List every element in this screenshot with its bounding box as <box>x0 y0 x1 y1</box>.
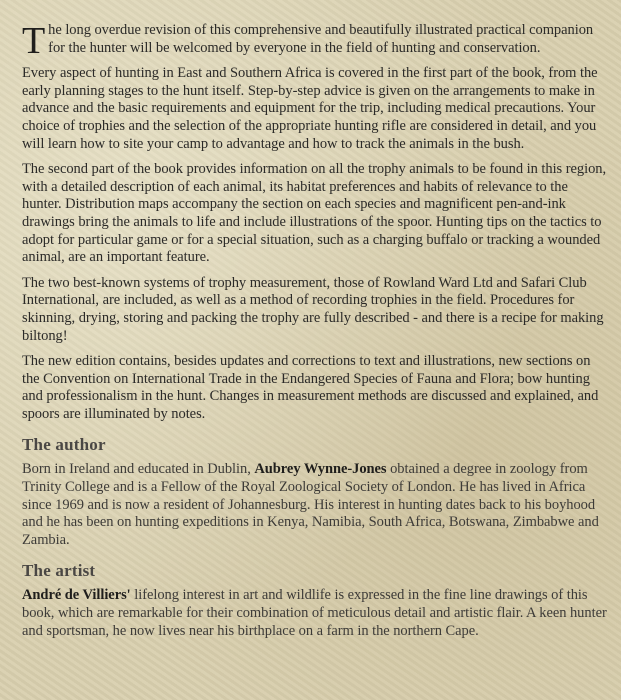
paragraph-new-edition: The new edition contains, besides updates and corrections to text and illustrations, new sections on the Convention on International Trade in the Endangered Species of Fauna and Flora; bow hunting and professionalism in the hunt. Changes in measurement methods are discussed and explained, and spoors are illuminated by notes. <box>22 353 599 422</box>
paragraph-measurement: The two best-known systems of trophy measurement, those of Rowland Ward Ltd and Safari Club International, are included, as well as a method of recording trophies in the field. Procedures for skinning, drying, storing and packing the trophy are fully described - and there is a recipe for making biltong! <box>22 274 604 344</box>
author-name: Aubrey Wynne-Jones <box>254 461 387 478</box>
artist-text: lifelong interest in art and wildlife is expressed in the fine line drawings of this book, which are remarkable for their combination of meticulous detail and artistic flair. A keen hunter and sportsman, he now lives near his birthplace on a farm in the northern Cape. <box>22 587 607 639</box>
intro-paragraph <box>22 20 609 62</box>
artist-paragraph <box>22 587 609 640</box>
artist-name: André de Villiers' <box>22 587 131 604</box>
author-text-start: Born in Ireland and educated in Dublin, <box>22 461 255 478</box>
paragraph-planning: Every aspect of hunting in East and Southern Africa is covered in the first part of the book, from the early planning stages to the hunt itself. Step-by-step advice is given on the arrangements to make in advance and the basic requirements and equipment for the trip, including medical precautions. Your choice of trophies and the selection of the appropriate hunting rifle are considered in detail, and you will learn how to site your camp to advantage and how to track the animals in the bush. <box>22 65 598 152</box>
author-paragraph <box>22 461 609 549</box>
intro-text: he long overdue revision of this comprehensive and beautifully illustrated practical companion for the hunter will be welcomed by everyone in the field of hunting and conservation. <box>48 22 594 56</box>
author-heading: The author <box>22 435 106 455</box>
author-text-end: obtained a degree in zoology from Trinity College and is a Fellow of the Royal Zoological Society of London. He has lived in Africa since 1969 and is now a resident of Johannesburg. His interest in hunting dates back to his boyhood and he has been on hunting expeditions in Kenya, Namibia, South Africa, Botswana, Zimbabwe and Zambia. <box>22 461 599 548</box>
drop-cap: T <box>22 20 46 62</box>
paragraph-trophy-animals: The second part of the book provides information on all the trophy animals to be found in this region, with a detailed description of each animal, its habitat preferences and habits of relevance to the hunter. Distribution maps accompany the section on each species and magnificent pen-and-ink drawings bring the animals to life and include illustrations of the spoor. Hunting tips on the tactics to adopt for particular game or for a special situation, such as a charging buffalo or tracking a wounded animal, are an important feature. <box>22 161 607 266</box>
artist-heading: The artist <box>22 561 96 581</box>
